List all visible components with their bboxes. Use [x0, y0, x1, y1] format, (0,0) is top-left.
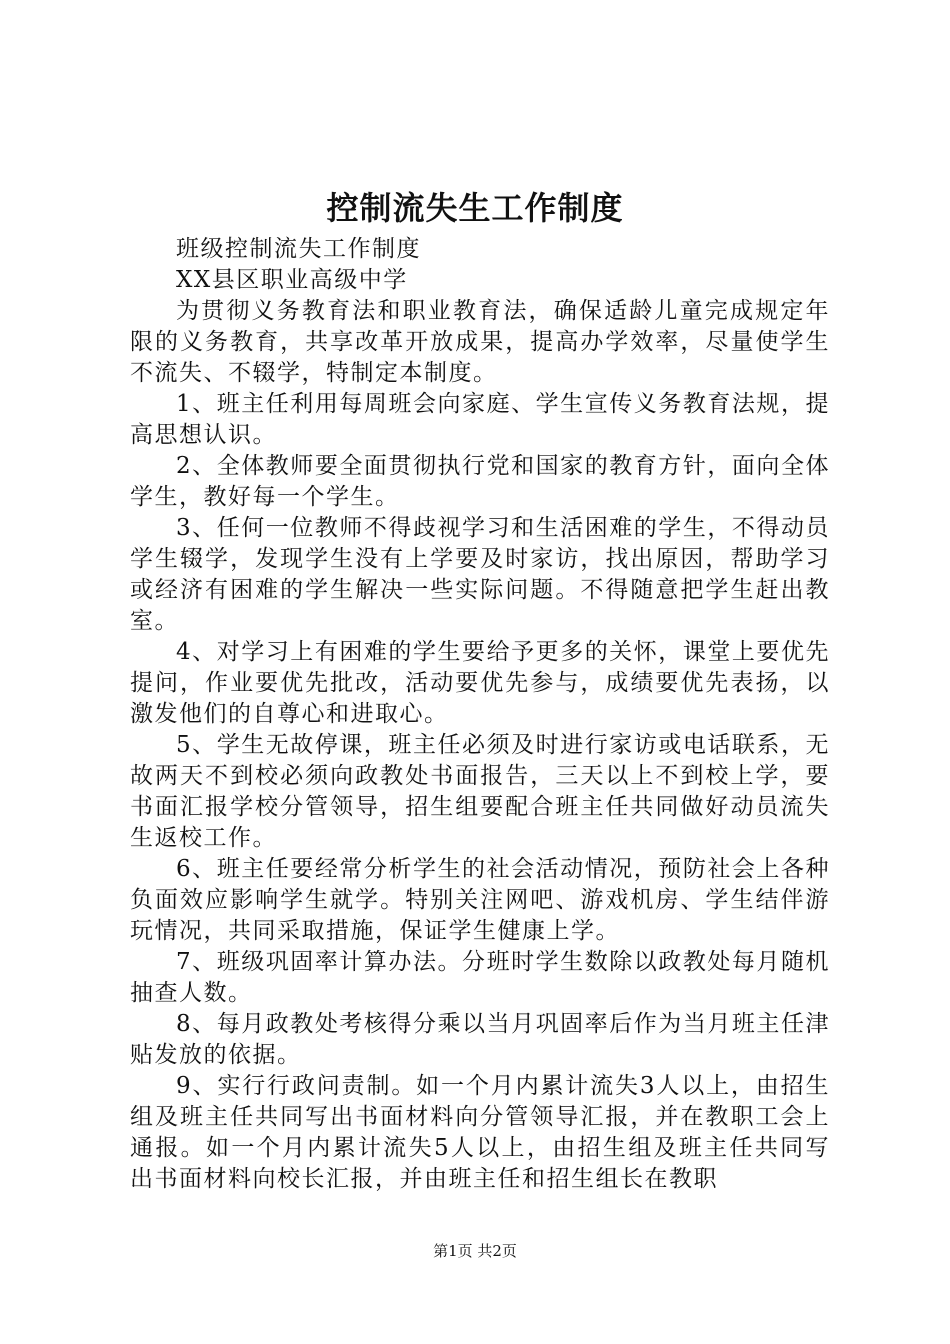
intro-paragraph: 为贯彻义务教育法和职业教育法，确保适龄儿童完成规定年限的义务教育，共享改革开放成果，提高办学效率，尽量使学生不流失、不辍学，特制定本制度。 — [130, 298, 830, 386]
subtitle-paragraph: 班级控制流失工作制度 — [176, 236, 421, 262]
rule-paragraph-1: 1、班主任利用每周班会向家庭、学生宣传义务教育法规，提高思想认识。 — [130, 391, 830, 448]
rule-paragraph-9: 9、实行行政问责制。如一个月内累计流失3人以上，由招生组及班主任共同写出书面材料向分管领导汇报，并在教职工会上通报。如一个月内累计流失5人以上，由招生组及班主任共同写出书面材料向校长汇报，并由班主任和招生组长在教职 — [130, 1073, 830, 1192]
rule-paragraph-7: 7、班级巩固率计算办法。分班时学生数除以政教处每月随机抽查人数。 — [130, 949, 830, 1006]
document-body — [130, 234, 830, 1195]
rule-paragraph-5: 5、学生无故停课，班主任必须及时进行家访或电话联系，无故两天不到校必须向政教处书面报告，三天以上不到校上学，要书面汇报学校分管领导，招生组要配合班主任共同做好动员流失生返校工作。 — [130, 732, 830, 851]
rule-paragraph-3: 3、任何一位教师不得歧视学习和生活困难的学生，不得动员学生辍学，发现学生没有上学要及时家访，找出原因，帮助学习或经济有困难的学生解决一些实际问题。不得随意把学生赶出教室。 — [130, 515, 830, 634]
school-name-paragraph: XX县区职业高级中学 — [176, 267, 408, 293]
document-title: 控制流失生工作制度 — [326, 189, 624, 227]
rule-paragraph-8: 8、每月政教处考核得分乘以当月巩固率后作为当月班主任津贴发放的依据。 — [130, 1011, 830, 1068]
rule-paragraph-4: 4、对学习上有困难的学生要给予更多的关怀，课堂上要优先提问，作业要优先批改，活动要优先参与，成绩要优先表扬，以激发他们的自尊心和进取心。 — [130, 639, 830, 727]
page-number-footer: 第1页 共2页 — [433, 1242, 517, 1260]
rule-paragraph-2: 2、全体教师要全面贯彻执行党和国家的教育方针，面向全体学生，教好每一个学生。 — [130, 453, 830, 510]
rule-paragraph-6: 6、班主任要经常分析学生的社会活动情况，预防社会上各种负面效应影响学生就学。特别关注网吧、游戏机房、学生结伴游玩情况，共同采取措施，保证学生健康上学。 — [130, 856, 830, 944]
